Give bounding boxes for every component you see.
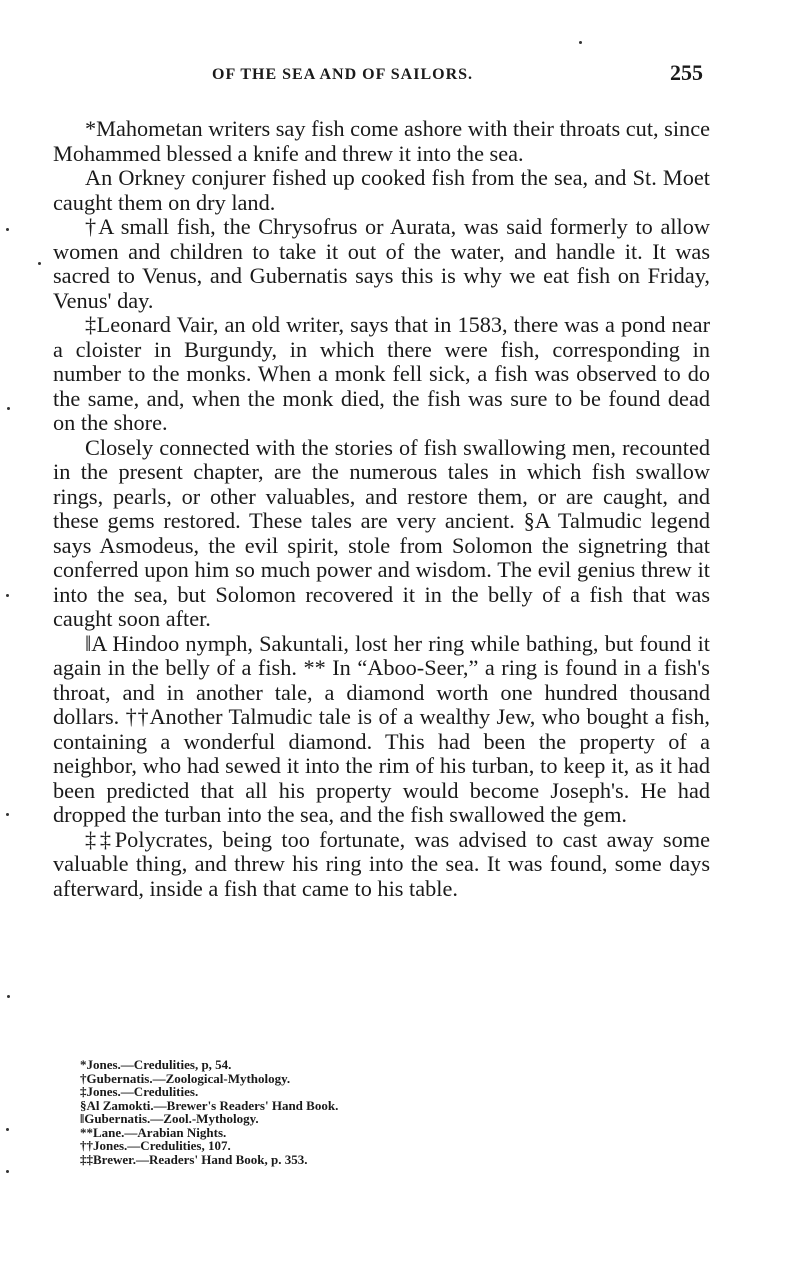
paragraph: An Orkney conjurer fished up cooked fish from the sea, and St. Moet caught them on dry land. [53,165,710,215]
paragraph: ‡‡Polycrates, being too fortunate, was advised to cast away some valuable thing, and threw his ring into the sea. It was found, some days afterward, inside a fish that came to his table. [53,826,710,901]
scan-mark [6,1170,9,1173]
scan-mark [38,262,41,265]
footnote: **Lane.—Arabian Nights. [80,1124,227,1140]
footnote: §Al Zamokti.—Brewer's Readers' Hand Book. [80,1097,339,1113]
paragraph: Closely connected with the stories of fish swallowing men, recounted in the present chapter, are the numerous tales in which fish swallow rings, pearls, or other valuables, and restore them, or are caught, and these gems restored. These tales are very ancient. §A Talmudic legend says Asmodeus, the evil spirit, stole from Solomon the signetring that conferred upon him so much power and wisdom. The evil genius threw it into the sea, but Solomon recovered it in the belly of a fish that was caught soon after. [53,434,710,631]
body-text [53,117,710,901]
paragraph: *Mahometan writers say fish come ashore with their throats cut, since Mohammed blessed a knife and threw it into the sea. [53,116,710,166]
scan-mark [579,41,582,44]
scan-mark [6,228,9,231]
footnote: †Gubernatis.—Zoological-Mythology. [80,1070,291,1086]
footnote: ‡‡Brewer.—Readers' Hand Book, p. 353. [80,1151,308,1167]
footnote: *Jones.—Credulities, p, 54. [80,1057,232,1072]
footnotes [80,1058,500,1166]
paragraph: †A small fish, the Chrysofrus or Aurata, was said formerly to allow women and children to take it out of the water, and handle it. It was sacred to Venus, and Gubernatis says this is why we eat fish on Friday, Venus' day. [53,214,710,313]
footnote: ‡Jones.—Credulities. [80,1084,199,1099]
scan-mark [6,1128,9,1131]
running-head: OF THE SEA AND OF SAILORS. [212,66,474,83]
scan-mark [7,407,10,410]
footnote: ††Jones.—Credulities, 107. [80,1138,231,1153]
footnote: ‖Gubernatis.—Zool.-Mythology. [80,1111,259,1126]
scan-mark [7,995,10,998]
page-number: 255 [670,60,703,85]
page-header [0,58,795,88]
scan-mark [6,594,9,597]
scan-mark [6,813,9,816]
paragraph: ‡Leonard Vair, an old writer, says that in 1583, there was a pond near a cloister in Burgundy, in which there were fish, corresponding in number to the monks. When a monk fell sick, a fish was observed to do the same, and, when the monk died, the fish was sure to be found dead on the shore. [53,312,710,435]
paragraph: ‖A Hindoo nymph, Sakuntali, lost her ring while bathing, but found it again in the belly of a fish. ** In “Aboo-Seer,” a ring is found in a fish's throat, and in another tale, a diamond worth one hundred thousand dollars. ††Another Talmudic tale is of a wealthy Jew, who bought a fish, containing a wonderful diamond. This had been the property of a neighbor, who had sewed it into the rim of his turban, to keep it, as it had been predicted that all his property would become Joseph's. He had dropped the turban into the sea, and the fish swallowed the gem. [53,630,710,827]
